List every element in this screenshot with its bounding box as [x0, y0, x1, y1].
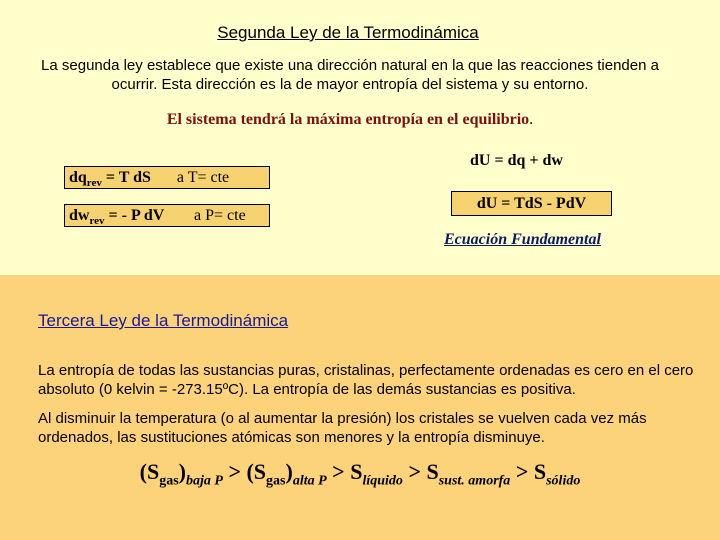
max-entropy-statement: El sistema tendrá la máxima entropía en el equilibrio. — [166, 111, 534, 128]
fundamental-equation-label: Ecuación Fundamental — [444, 231, 601, 248]
entropy-inequality: $(S_{gas})_{baja P} > (S_{gas})_{alta P} > S_{líquido} > S_{sust. amorfa} > S_{sólido}$ — [139, 459, 581, 489]
first-law-equation: dU = dq + dw — [470, 152, 563, 169]
third-law-paragraph-2: Al disminuir la temperatura (o al aumentar la presión) los cristales se vuelven cada vez más ordenados, las sustituciones atómicas son menores y la entropía disminuye. — [38, 410, 647, 446]
third-law-title: Tercera Ley de la Termodinámica — [38, 311, 289, 330]
heat-equation-box: $dq_{rev} = T$ dS a T= cte — [64, 166, 270, 189]
fundamental-equation-box: dU = TdS - PdV — [451, 191, 612, 216]
second-law-title: Segunda Ley de la Termodinámica — [217, 23, 479, 42]
third-law-paragraph-1: La entropía de todas las sustancias puras, cristalinas, perfectamente ordenadas es cero en el cero absoluto (0 kelvin = -273.15ºC). La entropía de las demás sustancias es positiva. — [38, 362, 694, 398]
second-law-intro: La segunda ley establece que existe una dirección natural en la que las reacciones tienden a ocurrir. Esta dirección es la de mayor entropía del sistema y su entorno. — [41, 57, 659, 93]
work-equation-box: $dw_{rev}$ = - P dV a P= cte — [64, 204, 270, 227]
